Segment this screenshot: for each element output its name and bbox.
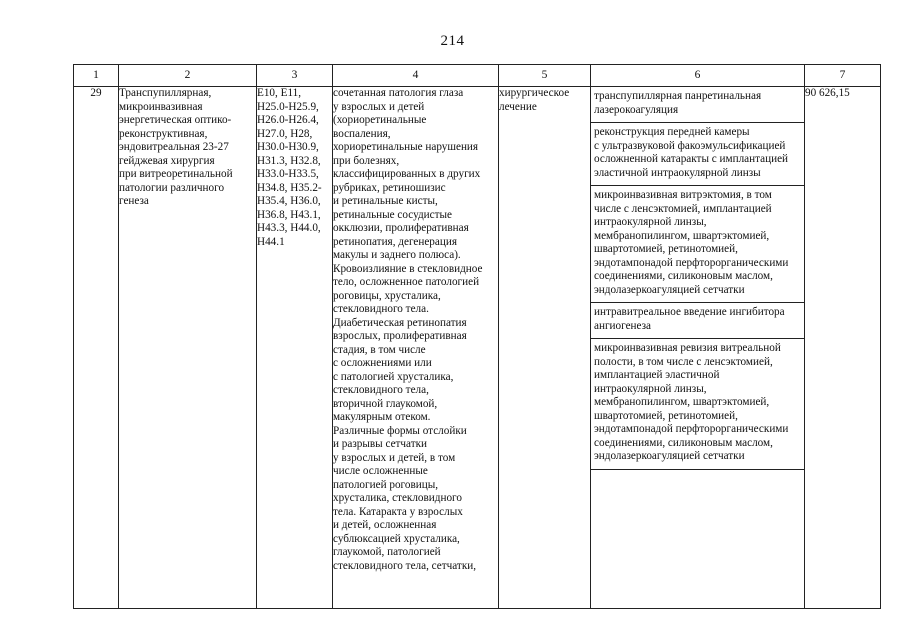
method-item: микроинвазивная витрэктомия, в том числе с ленсэктомией, имплантацией интраокулярной линзы, мембранопилингом, швартэктомией, швартотомией, ретинотомией, эндотампонадой перфторорганическими соединениями, силиконовым маслом, эндолазеркоагуляцией сетчатки [591,186,804,303]
column-header-5: 5 [499,65,591,87]
column-header-3: 3 [257,65,333,87]
method-item: транспупиллярная панретинальная лазерокоагуляция [591,87,804,123]
column-header-6: 6 [591,65,805,87]
column-header-1: 1 [74,65,119,87]
header-row [74,65,881,87]
patient-condition: сочетанная патология глаза у взрослых и детей (хориоретинальные воспаления, хориоретинальные нарушения при болезнях, классифицированных в других рубриках, ретиношизис и ретинальные кисты, ретинальные сосудистые окклюзии, пролиферативная ретинопатия, дегенерация макулы и заднего полюса). Кровоизлияние в стекловидное тело, осложненное патологией роговицы, хрусталика, стекловидного тела. Диабетическая ретинопатия взрослых, пролиферативная стадия, в том числе с осложнениями или с патологией хрусталика, стекловидного тела, вторичной глаукомой, макулярным отеком. Различные формы отслойки и разрывы сетчатки у взрослых и детей, в том числе осложненные патологией роговицы, хрусталика, стекловидного тела. Катаракта у взрослых и детей, осложненная сублюксацией хрусталика, глаукомой, патологией стекловидного тела, сетчатки, [333,87,499,609]
row-number: 29 [74,87,119,609]
method-item: интравитреальное введение ингибитора ангиогенеза [591,303,804,339]
table-row [74,87,881,609]
column-header-4: 4 [333,65,499,87]
funding-norm: 90 626,15 [805,87,881,609]
treatment-methods [591,87,805,609]
column-header-2: 2 [119,65,257,87]
page-number: 214 [440,33,465,49]
medical-care-table [73,64,881,609]
care-type-name: Транспупиллярная, микроинвазивная энергетическая оптико- реконструктивная, эндовитреальная 23-27 гейджевая хирургия при витреоретинальной патологии различного генеза [119,87,257,609]
icd-codes: E10, E11, H25.0-H25.9, H26.0-H26.4, H27.0, H28, H30.0-H30.9, H31.3, H32.8, H33.0-H33.5, H34.8, H35.2- H35.4, H36.0, H36.8, H43.1, H43.3, H44.0, H44.1 [257,87,333,609]
method-item: реконструкция передней камеры с ультразвуковой факоэмульсификацией осложненной катаракты с имплантацией эластичной интраокулярной линзы [591,123,804,186]
method-item: микроинвазивная ревизия витреальной полости, в том числе с ленсэктомией, имплантацией эластичной интраокулярной линзы, мембранопилингом, швартэктомией, швартотомией, ретинотомией, эндотампонадой перфторорганическими соединениями, силиконовым маслом, эндолазеркоагуляцией сетчатки [591,339,804,470]
column-header-7: 7 [805,65,881,87]
treatment-type: хирургическое лечение [499,87,591,609]
